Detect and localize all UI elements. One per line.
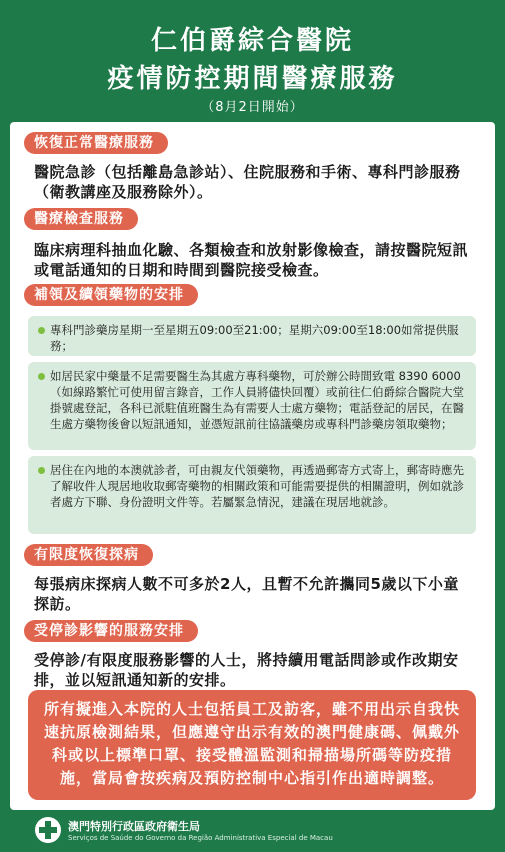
section-visit-text: 每張病床探病人數不可多於2人，且暫不允許攜同5歲以下小童探訪。 [34,575,459,613]
org-name-pt: Serviços de Saúde do Governo da Região Administrativa Especial de Macau [68,834,333,842]
org-name-cn: 澳門特別行政區政府衛生局 [68,820,200,833]
section-resume-label: 恢復正常醫療服務 [24,132,168,154]
medicine-item-pharmacy-hours [28,316,476,356]
section-visit-label: 有限度恢復探病 [24,544,153,566]
medicine-item-prescription [28,362,476,450]
section-medicine-label: 補領及續領藥物的安排 [24,284,198,306]
section-exam-label: 醫療檢查服務 [24,208,138,230]
entry-notice: 所有擬進入本院的人士包括員工及訪客，雖不用出示自我快速抗原檢測結果，但應遵守出示有效的澳門健康碼、佩戴外科或以上標準口罩、接受體溫監測和掃描場所碼等防疫措施，當局會按疾病及預防控制中心指引作出適時調整。 [28,690,476,800]
service-title: 疫情防控期間醫療服務 [107,64,398,94]
bullet-icon [38,373,45,380]
medicine-item-text: 居住在內地的本澳就診者，可由親友代領藥物，再透過郵寄方式寄上，郵寄時應先了解收件人現居地收取郵寄藥物的相關政策和可能需要提供的相關證明，例如就診者處方下聯、身份證明文件等。若屬緊急情況，建議在現居地就診。 [50,463,464,509]
section-resume-text: 醫院急診（包括離島急診站）、住院服務和手術、專科門診服務（衛教講座及服務除外）。 [34,163,461,201]
bullet-icon [38,467,45,474]
section-affected-label: 受停診影響的服務安排 [24,620,198,642]
medicine-item-text: 專科門診藥房星期一至星期五09:00至21:00；星期六09:00至18:00如常提供服務； [50,323,459,353]
section-affected-text: 受停診/有限度服務影響的人士，將持續用電話問診或作改期安排，並以短訊通知新的安排。 [34,651,459,689]
health-bureau-logo-icon [34,816,62,844]
section-exam-text: 臨床病理科抽血化驗、各類檢查和放射影像檢查，請按醫院短訊或電話通知的日期和時間到醫院接受檢查。 [34,241,469,279]
medicine-item-text: 如居民家中藥量不足需要醫生為其處方專科藥物，可於辦公時間致電 8390 6000（如線路繁忙可使用留言錄音，工作人員將儘快回覆）或前往仁伯爵綜合醫院大堂掛號處登記，各科已派駐值班醫生為有需要人士處方藥物；電話登記的居民，在醫生處方藥物後會以短訊通知，並憑短訊前往協議藥房或專科門診藥房領取藥物； [50,369,464,431]
bullet-icon [38,327,45,334]
footer [20,812,490,848]
hospital-title: 仁伯爵綜合醫院 [150,26,354,56]
medicine-item-mainland [28,456,476,534]
start-date-note: （8月2日開始） [201,100,304,115]
